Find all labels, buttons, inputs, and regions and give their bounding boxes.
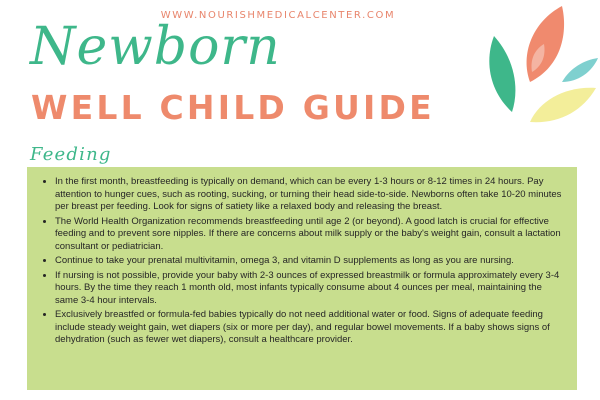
section-title-feeding: Feeding: [30, 144, 112, 165]
yellow-leaf: [530, 88, 596, 122]
bullet-item: • Continue to take your prenatal multivitamin, omega 3, and vitamin D supplements as long as you are nursing.: [55, 255, 567, 268]
feeding-content-box: [27, 167, 577, 390]
green-leaf: [489, 36, 515, 112]
feeding-bullet-list: [41, 176, 567, 347]
bullet-item: • The World Health Organization recommends breastfeeding until age 2 (or beyond). A good latch is crucial for effective feeding and to prevent sore nipples. If there are concerns about milk supply or the baby's weight gain, consult a lactation consultant or pediatrician.: [55, 216, 567, 254]
site-url[interactable]: WWW.NOURISHMEDICALCENTER.COM: [160, 10, 396, 21]
bullet-item: • In the first month, breastfeeding is typically on demand, which can be every 1-3 hours or 8-12 times in 24 hours. Pay attention to hunger cues, such as rooting, sucking, or turning their head side-to-side. Newborns often take 10-20 minutes per breast per feeding. Look for signs of satiety like a relaxed body and releasing the breast.: [55, 176, 567, 214]
title-newborn: Newborn: [30, 17, 281, 77]
bullet-item: • If nursing is not possible, provide your baby with 2-3 ounces of expressed breastmilk or formula approximately every 3-4 hours. By the time they reach 1 month old, most infants typically consume about 4 ounces per meal, maintaining the same 3-4 hour intervals.: [55, 270, 567, 308]
bullet-item: • Exclusively breastfed or formula-fed babies typically do not need additional water or food. Signs of adequate feeding include steady weight gain, wet diapers (six or more per day), and regular bowel movements. If a baby shows signs of dehydration (such as fewer wet diapers), consult a healthcare provider.: [55, 309, 567, 347]
teal-leaf: [562, 58, 598, 82]
leaf-cluster-icon: [470, 0, 600, 135]
title-well-child-guide: WELL CHILD GUIDE: [31, 88, 435, 127]
